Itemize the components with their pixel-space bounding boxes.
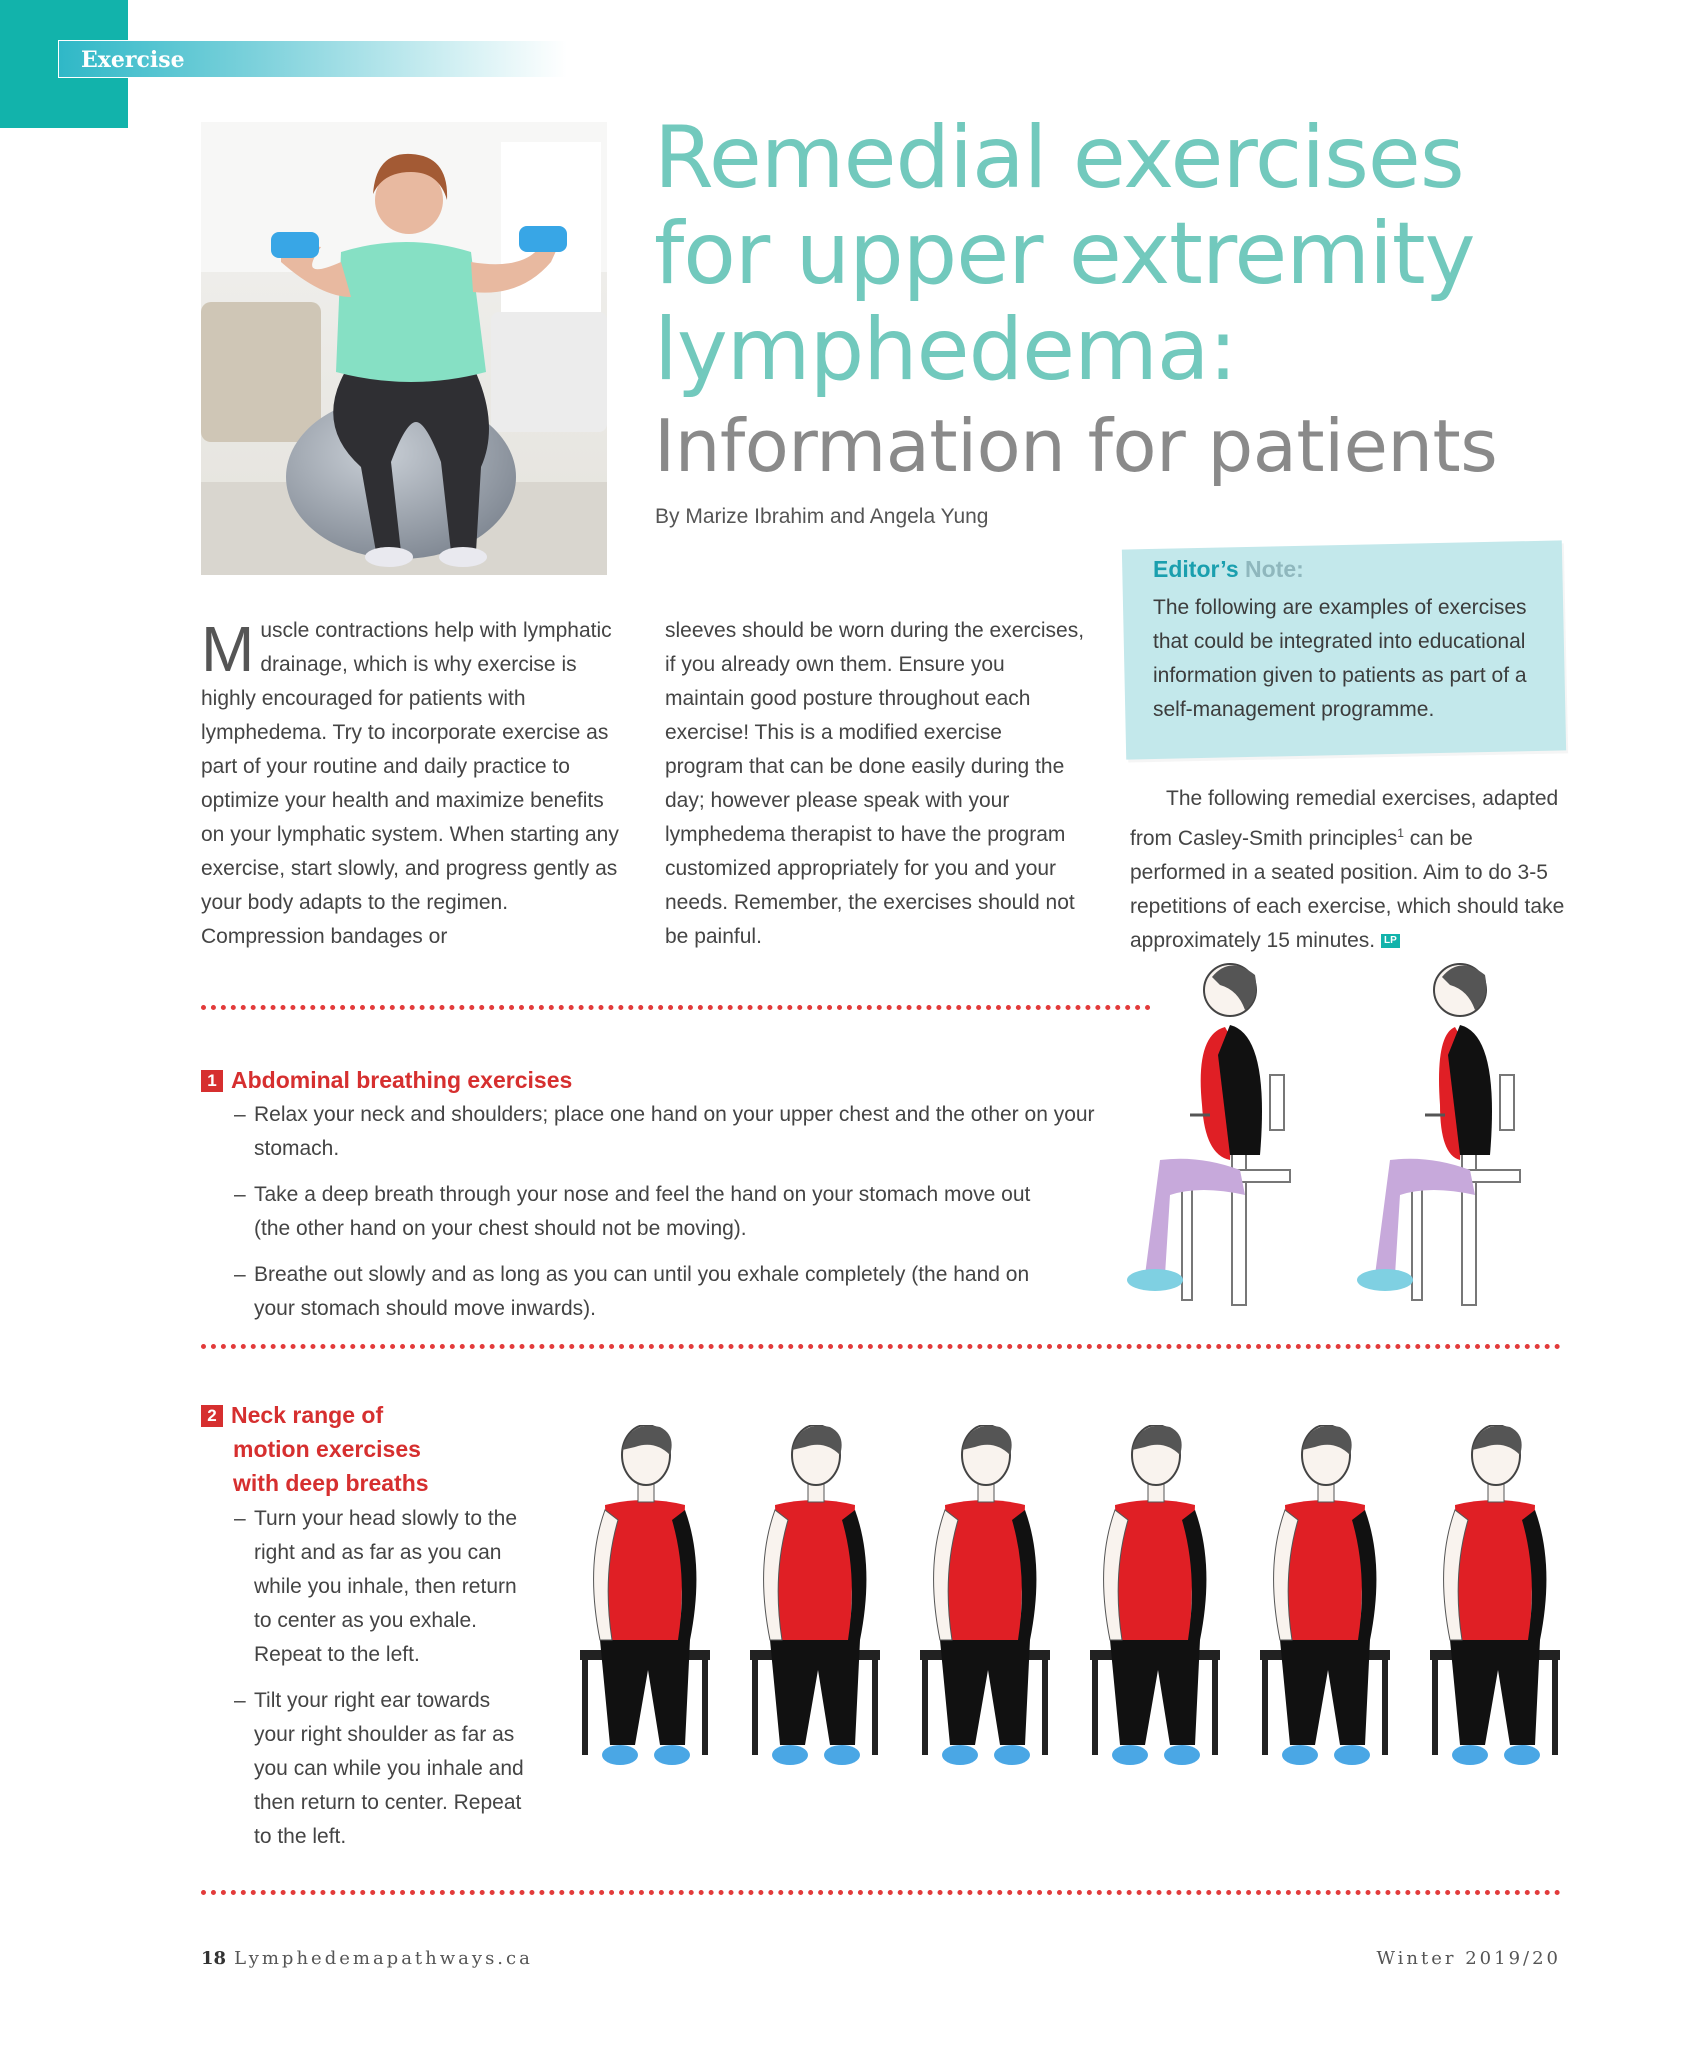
body-column-1 [201,614,621,954]
title-line: lymphedema: [654,300,1237,400]
footer-site: Lymphedemapathways.ca [234,1948,533,1969]
exercise-number-badge: 2 [201,1405,223,1427]
dotted-divider [201,1890,1561,1895]
list-item: – Breathe out slowly and as long as you can until you exhale completely (the hand on your stomach should move inwards). [234,1258,1034,1326]
editors-note-label: Editor’s [1153,556,1239,582]
list-item: – Take a deep breath through your nose and feel the hand on your stomach move out (the other hand on your chest should not be moving). [234,1178,1034,1246]
neck-exercise-illustration [560,1425,1590,1785]
body-text: The following remedial exercises, adapted from Casley-Smith principles [1130,787,1559,850]
footer-issue: Winter 2019/20 [1376,1948,1561,1969]
body-column-2: sleeves should be worn during the exercises, if you already own them. Ensure you maintain good posture throughout each exercise! This is a modified exercise program that can be done easily during the day; however please speak with your lymphedema therapist to have the program customized appropriately for you and your needs. Remember, the exercises should not be painful. [665,619,1085,948]
exercise-1-heading [201,1063,572,1097]
dotted-divider [201,1005,1151,1010]
list-item: – Relax your neck and shoulders; place one hand on your upper chest and the other on your stomach. [234,1098,1174,1166]
body-text: can be performed in a seated position. Aim to do 3-5 repetitions of each exercise, which should take approximately 15 minutes. [1130,827,1565,952]
article-title [654,110,1475,398]
list-item: – Tilt your right ear towards your right shoulder as far as you can while you inhale and then return to center. Repeat to the left. [234,1684,534,1854]
exercise-title: Abdominal breathing exercises [231,1067,573,1093]
title-line: Remedial exercises [654,108,1464,208]
title-line: for upper extremity [654,204,1475,304]
editors-note-label-suffix: Note: [1245,556,1304,582]
exercise-title: Neck range of [231,1402,384,1428]
dotted-divider [201,1344,1561,1349]
article-subtitle: Information for patients [654,404,1498,488]
seated-figure [1357,964,1520,1305]
editors-note-text: The following are examples of exercises that could be integrated into educational information given to patients as part of a self-management programme. [1153,596,1527,721]
hero-photo [201,122,607,575]
exercise-2-steps [234,1502,534,1866]
page-number: 18 [201,1948,227,1969]
footer-left [201,1948,533,1969]
abdominal-breathing-illustration [1110,955,1580,1310]
exercise-number-badge: 1 [201,1070,223,1092]
lp-end-badge: LP [1381,934,1400,948]
list-item: – Turn your head slowly to the right and as far as you can while you inhale, then return to center as you exhale. Repeat to the left. [234,1502,534,1672]
seated-figure [1127,964,1290,1305]
byline: By Marize Ibrahim and Angela Yung [655,505,989,528]
section-label: Exercise [81,47,185,73]
exercise-2-heading [201,1398,461,1500]
section-tab [58,40,568,78]
body-text: uscle contractions help with lymphatic drainage, which is why exercise is highly encouraged for patients with lymphedema. Try to incorporate exercise as part of your routine and daily practice to optimize your health and maximize benefits on your lymphatic system. When starting any exercise, start slowly, and progress gently as your body adapts to the regimen. Compression bandages or [201,619,619,948]
body-column-3 [1130,782,1570,958]
editors-note-heading [1153,556,1304,583]
footnote-ref: 1 [1397,826,1404,840]
exercise-title: with deep breaths [233,1470,429,1496]
drop-cap: M [201,613,255,685]
exercise-1-steps [234,1098,1174,1338]
exercise-title: motion exercises [233,1436,421,1462]
seated-figure [580,1425,710,1765]
